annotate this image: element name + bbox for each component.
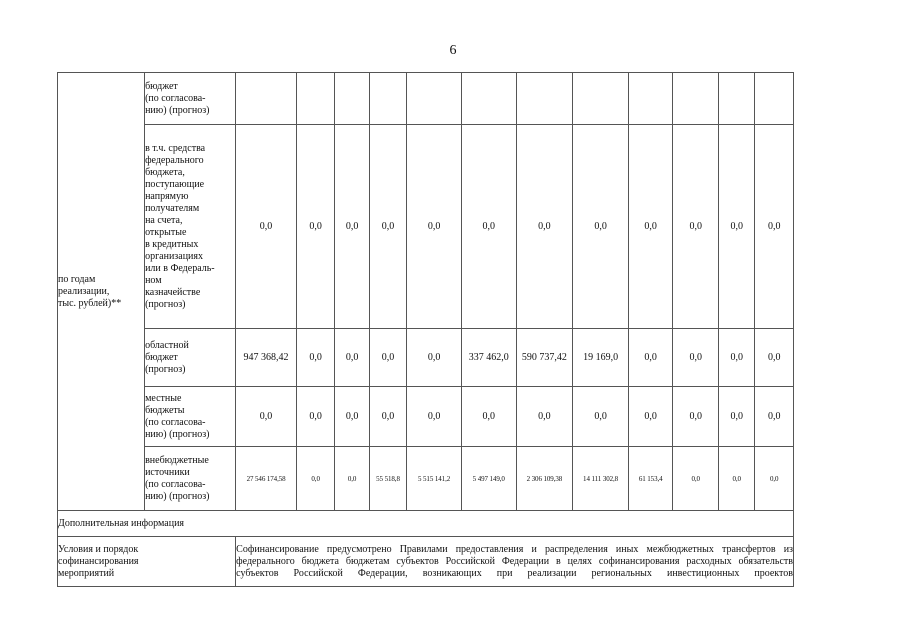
value-cell: 0,0 — [516, 125, 573, 329]
value-cell: 0,0 — [335, 387, 369, 447]
table-row — [58, 125, 794, 329]
value-cell: 0,0 — [755, 125, 794, 329]
value-cell: 0,0 — [296, 447, 334, 511]
value-cell: 0,0 — [335, 329, 369, 387]
value-cell: 19 169,0 — [573, 329, 629, 387]
value-cell: 0,0 — [628, 329, 673, 387]
value-cell: 0,0 — [236, 125, 297, 329]
value-cell: 0,0 — [296, 387, 334, 447]
value-cell — [296, 73, 334, 125]
value-cell — [461, 73, 516, 125]
row-label: местные бюджеты (по согласова- нию) (прогноз) — [145, 387, 236, 447]
value-cell: 0,0 — [673, 447, 719, 511]
conditions-label: Условия и порядок софинансирования мероприятий — [58, 537, 236, 587]
value-cell: 0,0 — [461, 387, 516, 447]
value-cell: 0,0 — [673, 387, 719, 447]
value-cell: 0,0 — [718, 387, 754, 447]
value-cell: 0,0 — [516, 387, 573, 447]
additional-info-row — [58, 511, 794, 537]
value-cell: 0,0 — [296, 125, 334, 329]
value-cell: 0,0 — [573, 387, 629, 447]
value-cell: 2 306 109,38 — [516, 447, 573, 511]
value-cell — [673, 73, 719, 125]
value-cell: 0,0 — [628, 387, 673, 447]
value-cell: 337 462,0 — [461, 329, 516, 387]
value-cell — [718, 73, 754, 125]
value-cell: 55 518,8 — [369, 447, 406, 511]
value-cell — [516, 73, 573, 125]
value-cell: 0,0 — [407, 125, 462, 329]
value-cell: 0,0 — [573, 125, 629, 329]
value-cell: 0,0 — [673, 329, 719, 387]
value-cell: 0,0 — [407, 329, 462, 387]
value-cell — [628, 73, 673, 125]
value-cell: 0,0 — [461, 125, 516, 329]
table-row — [58, 387, 794, 447]
conditions-text: Софинансирование предусмотрено Правилами предоставления и распределения иных межбюджетных трансфертов из федерального бюджета бюджетам субъектов Российской Федерации в целях софинансирования расходных обязательств субъектов Российской Федерации, возникающих при реализации региональных инвестиционных проектов — [236, 537, 794, 587]
row-label: в т.ч. средства федерального бюджета, поступающие напрямую получателям на счета, открытые в кредитных организациях или в Федераль- ном казначействе (прогноз) — [145, 125, 236, 329]
value-cell — [573, 73, 629, 125]
value-cell: 0,0 — [236, 387, 297, 447]
table-row — [58, 329, 794, 387]
value-cell: 27 546 174,58 — [236, 447, 297, 511]
value-cell: 590 737,42 — [516, 329, 573, 387]
value-cell: 5 497 149,0 — [461, 447, 516, 511]
value-cell: 0,0 — [369, 329, 406, 387]
value-cell — [755, 73, 794, 125]
additional-info-label: Дополнительная информация — [58, 511, 794, 537]
value-cell — [369, 73, 406, 125]
table-row — [58, 73, 794, 125]
funding-table — [57, 72, 794, 587]
row-label: областной бюджет (прогноз) — [145, 329, 236, 387]
value-cell: 0,0 — [369, 125, 406, 329]
value-cell: 0,0 — [755, 447, 794, 511]
value-cell: 0,0 — [755, 387, 794, 447]
value-cell: 0,0 — [755, 329, 794, 387]
value-cell: 0,0 — [335, 125, 369, 329]
row-label: внебюджетные источники (по согласова- нию) (прогноз) — [145, 447, 236, 511]
value-cell — [407, 73, 462, 125]
value-cell — [236, 73, 297, 125]
value-cell: 947 368,42 — [236, 329, 297, 387]
table-row — [58, 447, 794, 511]
value-cell: 0,0 — [407, 387, 462, 447]
table-body — [58, 73, 794, 587]
page-number: 6 — [449, 43, 457, 58]
value-cell: 5 515 141,2 — [407, 447, 462, 511]
value-cell — [335, 73, 369, 125]
value-cell: 0,0 — [369, 387, 406, 447]
value-cell: 0,0 — [718, 329, 754, 387]
value-cell: 61 153,4 — [628, 447, 673, 511]
category-cell: по годам реализации, тыс. рублей)** — [58, 73, 145, 511]
value-cell: 0,0 — [673, 125, 719, 329]
value-cell: 0,0 — [335, 447, 369, 511]
value-cell: 0,0 — [296, 329, 334, 387]
conditions-row — [58, 537, 794, 587]
value-cell: 14 111 302,8 — [573, 447, 629, 511]
row-label: бюджет (по согласова- нию) (прогноз) — [145, 73, 236, 125]
value-cell: 0,0 — [628, 125, 673, 329]
value-cell: 0,0 — [718, 447, 754, 511]
value-cell: 0,0 — [718, 125, 754, 329]
